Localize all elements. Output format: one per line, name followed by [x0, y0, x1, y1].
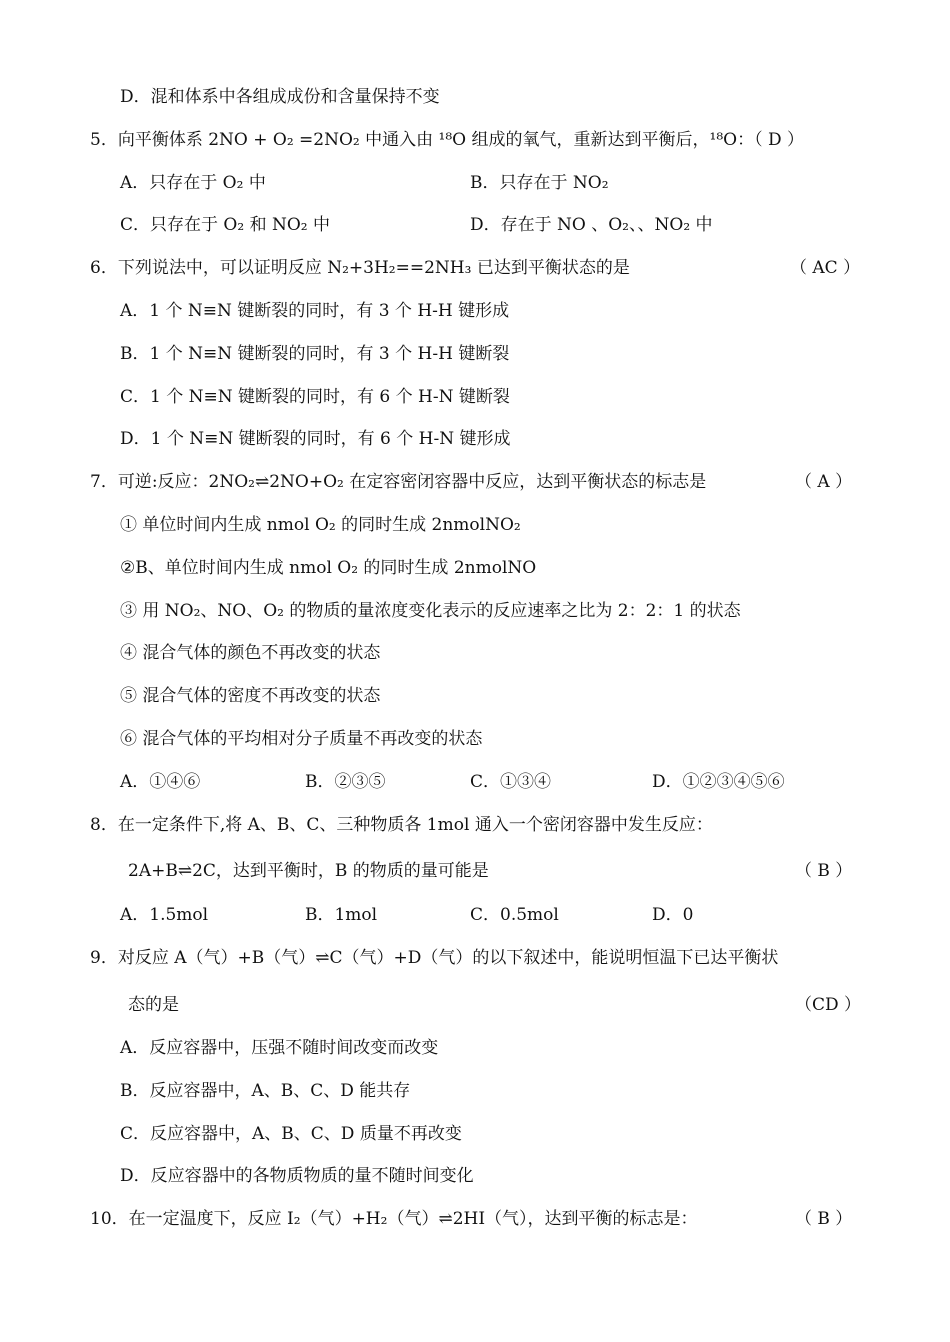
q7-item-6: ⑥ 混合气体的平均相对分子质量不再改变的状态	[120, 729, 483, 749]
question-10: 10．在一定温度下，反应 I₂（气）+H₂（气）⇌2HI（气），达到平衡的标志是：	[90, 1209, 698, 1229]
q6-option-c: C．1 个 N≡N 键断裂的同时，有 6 个 H-N 键断裂	[120, 387, 510, 407]
q6-answer: （ AC ）	[790, 258, 861, 278]
q7-item-4: ④ 混合气体的颜色不再改变的状态	[120, 643, 381, 663]
q6-option-a: A．1 个 N≡N 键断裂的同时，有 3 个 H-H 键形成	[120, 301, 510, 321]
q4-option-d: D．混和体系中各组成成份和含量保持不变	[120, 87, 440, 107]
question-7: 7．可逆:反应：2NO₂⇌2NO+O₂ 在定容密闭容器中反应，达到平衡状态的标志是	[90, 472, 707, 492]
question-6: 6．下列说法中，可以证明反应 N₂+3H₂==2NH₃ 已达到平衡状态的是	[90, 258, 630, 278]
q8-option-c: C．0.5mol	[470, 905, 559, 925]
q7-item-2: ②B、单位时间内生成 nmol O₂ 的同时生成 2nmolNO	[120, 558, 537, 578]
q8-option-d: D．0	[652, 905, 694, 925]
q5-option-d: D．存在于 NO 、O₂、、NO₂ 中	[470, 215, 713, 235]
q6-option-b: B．1 个 N≡N 键断裂的同时，有 3 个 H-H 键断裂	[120, 344, 510, 364]
q7-item-3: ③ 用 NO₂、NO、O₂ 的物质的量浓度变化表示的反应速率之比为 2：2：1 的状态	[120, 601, 741, 621]
q8-answer: （ B ）	[795, 861, 853, 881]
q7-option-a: A．①④⑥	[120, 772, 201, 792]
q7-item-5: ⑤ 混合气体的密度不再改变的状态	[120, 686, 381, 706]
q7-answer: （ A ）	[795, 472, 853, 492]
question-9: 9．对反应 A（气）+B（气）⇌C（气）+D（气）的以下叙述中，能说明恒温下已达平衡状	[90, 948, 779, 968]
question-8: 8．在一定条件下,将 A、B、C、三种物质各 1mol 通入一个密闭容器中发生反应：	[90, 815, 713, 835]
q8-option-b: B．1mol	[305, 905, 378, 925]
q9-line2: 态的是	[128, 995, 179, 1015]
q6-option-d: D．1 个 N≡N 键断裂的同时，有 6 个 H-N 键形成	[120, 429, 511, 449]
q5-option-b: B．只存在于 NO₂	[470, 173, 609, 193]
q9-option-a: A．反应容器中，压强不随时间改变而改变	[120, 1038, 439, 1058]
q5-option-a: A．只存在于 O₂ 中	[120, 173, 266, 193]
q10-answer: （ B ）	[795, 1209, 853, 1229]
q7-item-1: ① 单位时间内生成 nmol O₂ 的同时生成 2nmolNO₂	[120, 515, 521, 535]
q7-option-b: B．②③⑤	[305, 772, 386, 792]
q7-option-d: D．①②③④⑤⑥	[652, 772, 785, 792]
q9-option-d: D．反应容器中的各物质物质的量不随时间变化	[120, 1166, 474, 1186]
q9-option-c: C．反应容器中，A、B、C、D 质量不再改变	[120, 1124, 462, 1144]
q8-option-a: A．1.5mol	[120, 905, 209, 925]
question-5: 5．向平衡体系 2NO + O₂ =2NO₂ 中通入由 ¹⁸O 组成的氧气，重新达到平衡后，¹⁸O：（ D ）	[90, 130, 805, 150]
q9-answer: （CD ）	[795, 995, 862, 1015]
q5-option-c: C．只存在于 O₂ 和 NO₂ 中	[120, 215, 331, 235]
q7-option-c: C．①③④	[470, 772, 552, 792]
q8-line2: 2A+B⇌2C，达到平衡时，B 的物质的量可能是	[128, 861, 489, 881]
q9-option-b: B．反应容器中，A、B、C、D 能共存	[120, 1081, 411, 1101]
